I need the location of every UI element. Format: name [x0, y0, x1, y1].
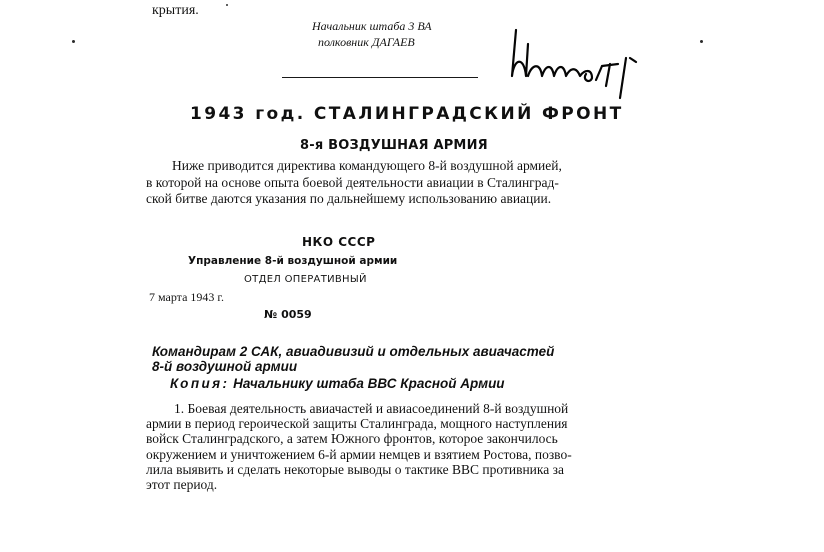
army-heading: 8-я ВОЗДУШНАЯ АРМИЯ [300, 138, 488, 153]
header-section: ОТДЕЛ ОПЕРАТИВНЫЙ [244, 274, 367, 285]
addressee-line: Командирам 2 САК, авиадивизий и отдельных авиачастей [152, 344, 555, 359]
header-number: № 0059 [264, 308, 312, 321]
scan-speck [700, 40, 703, 43]
header-date: 7 марта 1943 г. [149, 290, 224, 304]
header-department: Управление 8-й воздушной армии [188, 255, 398, 267]
body-line: войск Сталинградского, а затем Южного фронтов, которое закончилось [146, 431, 558, 447]
intro-line: ской битве даются указания по дальнейшему использованию авиации. [146, 191, 552, 206]
separator-line [282, 77, 478, 78]
intro-line: в которой на основе опыта боевой деятельности авиации в Сталинград- [146, 174, 559, 190]
chief-of-staff-title: Начальник штаба 3 ВА [312, 19, 432, 33]
top-text-fragment: крытия. [152, 3, 199, 18]
chief-of-staff-name: полковник ДАГАЕВ [318, 35, 415, 49]
handwritten-signature [506, 18, 656, 102]
body-line: лила выявить и сделать некоторые выводы о тактике ВВС противника за [146, 461, 564, 477]
body-line: 1. Боевая деятельность авиачастей и авиасоединений 8-й воздушной [174, 401, 569, 416]
scan-speck [226, 4, 228, 6]
intro-line: Ниже приводится директива командующего 8-й воздушной армией, [172, 158, 562, 173]
intro-paragraph [146, 158, 616, 208]
body-line: армии в период героической защиты Сталинграда, мощного наступления [146, 416, 568, 432]
body-line: окружением и уничтожением 6-й армии немцев и взятием Ростова, позво- [146, 446, 572, 462]
front-heading: 1943 год. СТАЛИНГРАДСКИЙ ФРОНТ [190, 104, 624, 124]
addressee-line: 8-й воздушной армии [152, 359, 298, 374]
copy-label: Копия: [170, 376, 230, 391]
copy-line [170, 377, 505, 391]
addressee-block [152, 344, 554, 374]
body-paragraph [146, 401, 616, 492]
header-nko: НКО СССР [302, 235, 376, 249]
scan-speck [72, 40, 75, 43]
body-line: этот период. [146, 477, 218, 493]
copy-recipient: Начальнику штаба ВВС Красной Армии [233, 376, 505, 391]
